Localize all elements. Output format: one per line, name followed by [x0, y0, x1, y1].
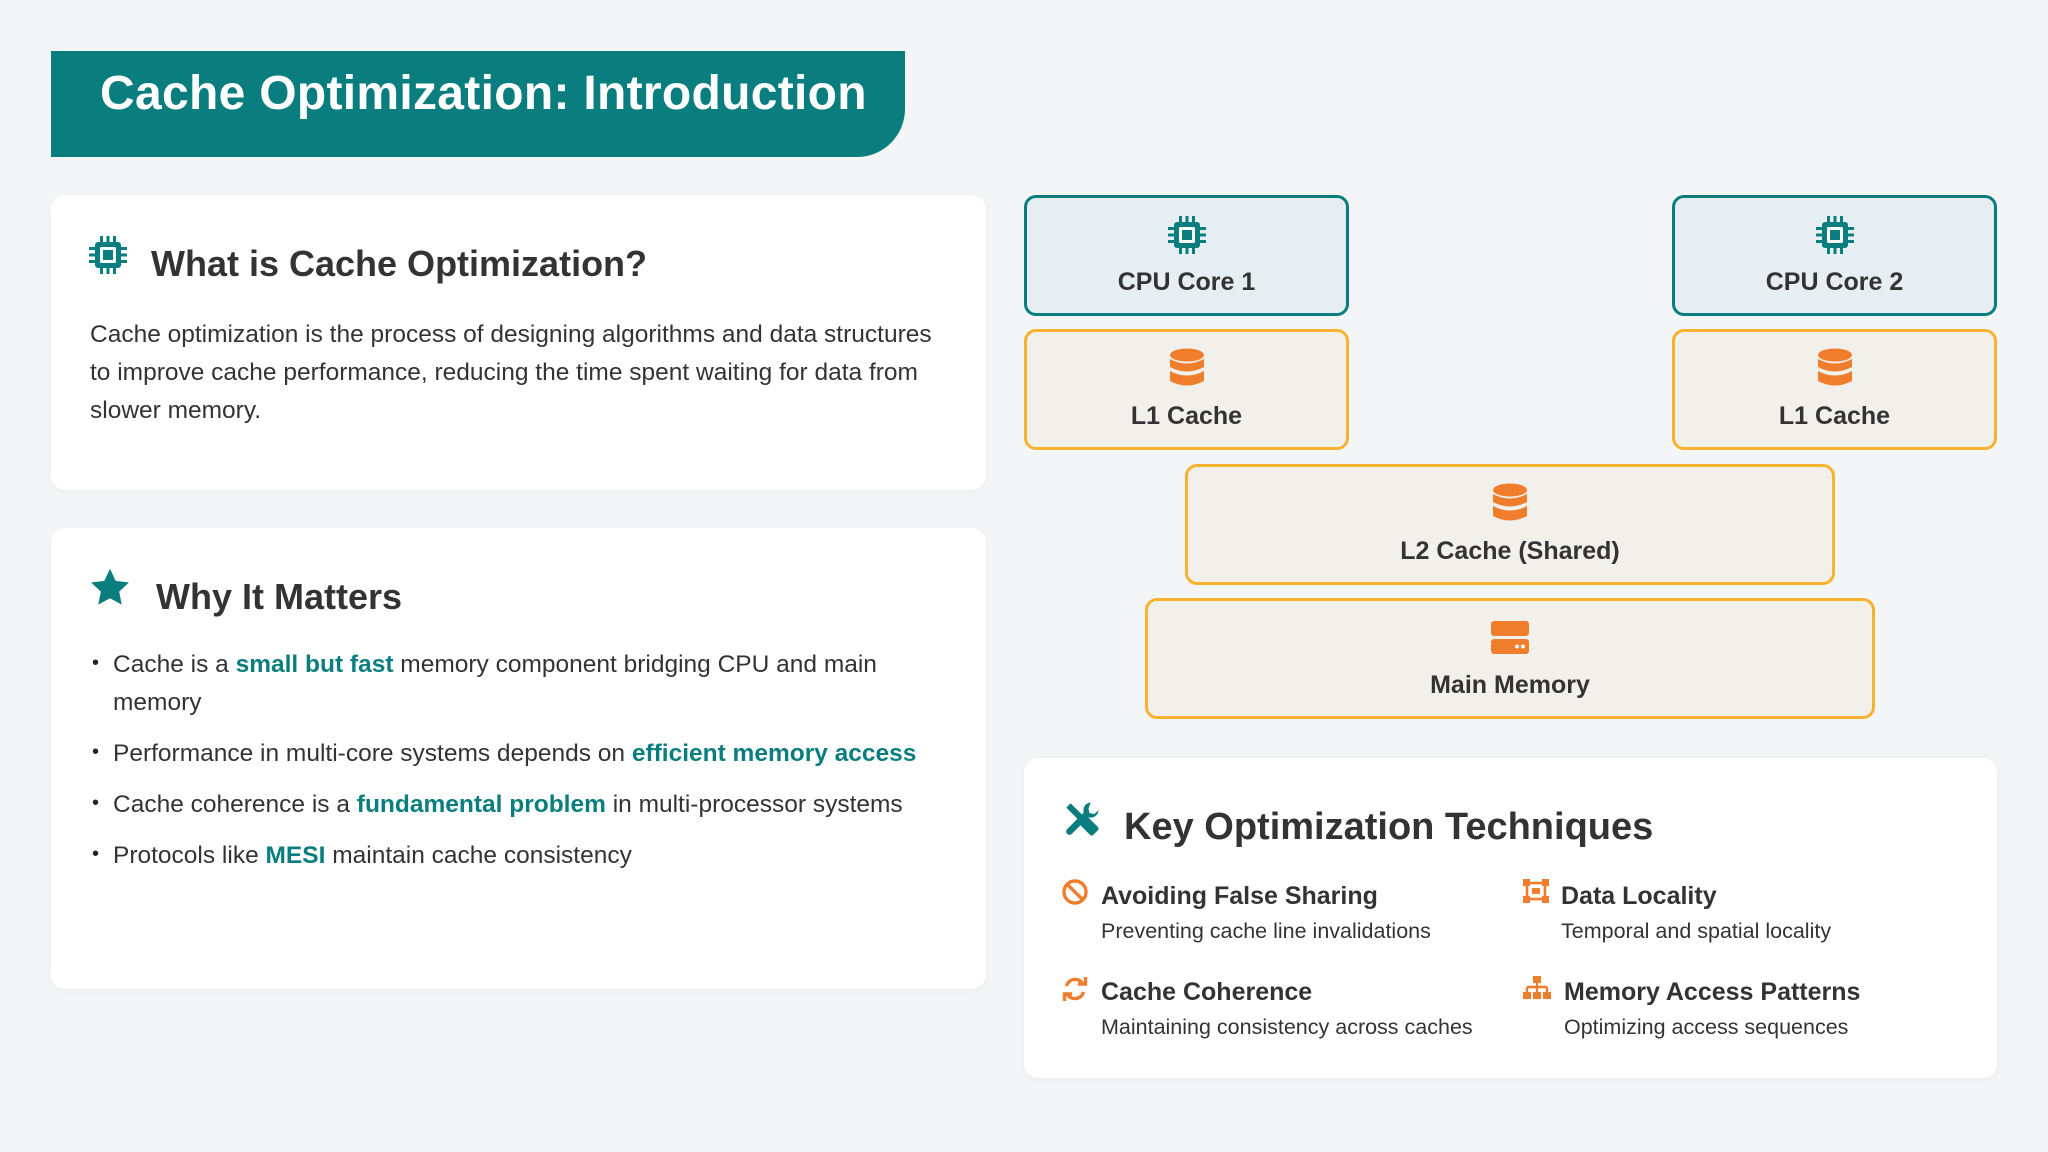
techniques-card	[1024, 758, 1997, 1078]
list-item: • Cache is a small but fast memory component bridging CPU and main memory	[51, 646, 931, 722]
database-icon	[1492, 483, 1528, 525]
why-heading: Why It Matters	[156, 576, 403, 617]
l2-cache-box	[1185, 464, 1835, 585]
why-card	[51, 528, 986, 989]
l1-cache-right-label: L1 Cache	[1778, 402, 1891, 430]
microchip-icon	[88, 235, 128, 275]
list-item: • Performance in multi-core systems depends on efficient memory access	[51, 735, 931, 773]
cpu-core-2-label: CPU Core 2	[1765, 268, 1904, 296]
techniques-heading: Key Optimization Techniques	[1124, 806, 1654, 848]
why-bullet-list	[51, 646, 931, 888]
object-group-icon	[1522, 878, 1550, 904]
database-icon	[1817, 348, 1853, 390]
technique-desc: Temporal and spatial locality	[1561, 919, 1832, 943]
main-memory-box	[1145, 598, 1875, 719]
technique-desc: Preventing cache line invalidations	[1101, 919, 1431, 943]
l1-cache-left-label: L1 Cache	[1130, 402, 1243, 430]
cpu-core-1-label: CPU Core 1	[1117, 268, 1256, 296]
technique-title: Memory Access Patterns	[1564, 978, 1861, 1006]
cpu-core-1-box	[1024, 195, 1349, 316]
cpu-core-2-box	[1672, 195, 1997, 316]
memory-drive-icon	[1490, 620, 1530, 656]
technique-desc: Maintaining consistency across caches	[1101, 1015, 1473, 1039]
what-is-heading: What is Cache Optimization?	[151, 243, 648, 284]
technique-title: Data Locality	[1561, 882, 1717, 910]
microchip-icon	[1167, 215, 1207, 255]
database-icon	[1169, 348, 1205, 390]
technique-title: Cache Coherence	[1101, 978, 1313, 1006]
list-item: • Cache coherence is a fundamental problem in multi-processor systems	[51, 786, 931, 824]
list-item: • Protocols like MESI maintain cache consistency	[51, 837, 931, 875]
sitemap-icon	[1522, 975, 1552, 1001]
what-is-card	[51, 195, 986, 490]
main-memory-label: Main Memory	[1430, 671, 1590, 699]
technique-desc: Optimizing access sequences	[1564, 1015, 1849, 1039]
star-icon	[88, 566, 132, 610]
microchip-icon	[1815, 215, 1855, 255]
l1-cache-left-box	[1024, 329, 1349, 450]
sync-icon	[1061, 975, 1089, 1003]
ban-icon	[1061, 878, 1089, 906]
l2-cache-label: L2 Cache (Shared)	[1400, 537, 1620, 565]
tools-icon	[1061, 798, 1103, 840]
technique-title: Avoiding False Sharing	[1101, 882, 1378, 910]
l1-cache-right-box	[1672, 329, 1997, 450]
what-is-paragraph: Cache optimization is the process of designing algorithms and data structures to improve cache performance, reducing the time spent waiting for data from slower memory.	[90, 321, 932, 424]
page-title: Cache Optimization: Introduction	[100, 66, 867, 120]
title-banner	[51, 51, 905, 157]
